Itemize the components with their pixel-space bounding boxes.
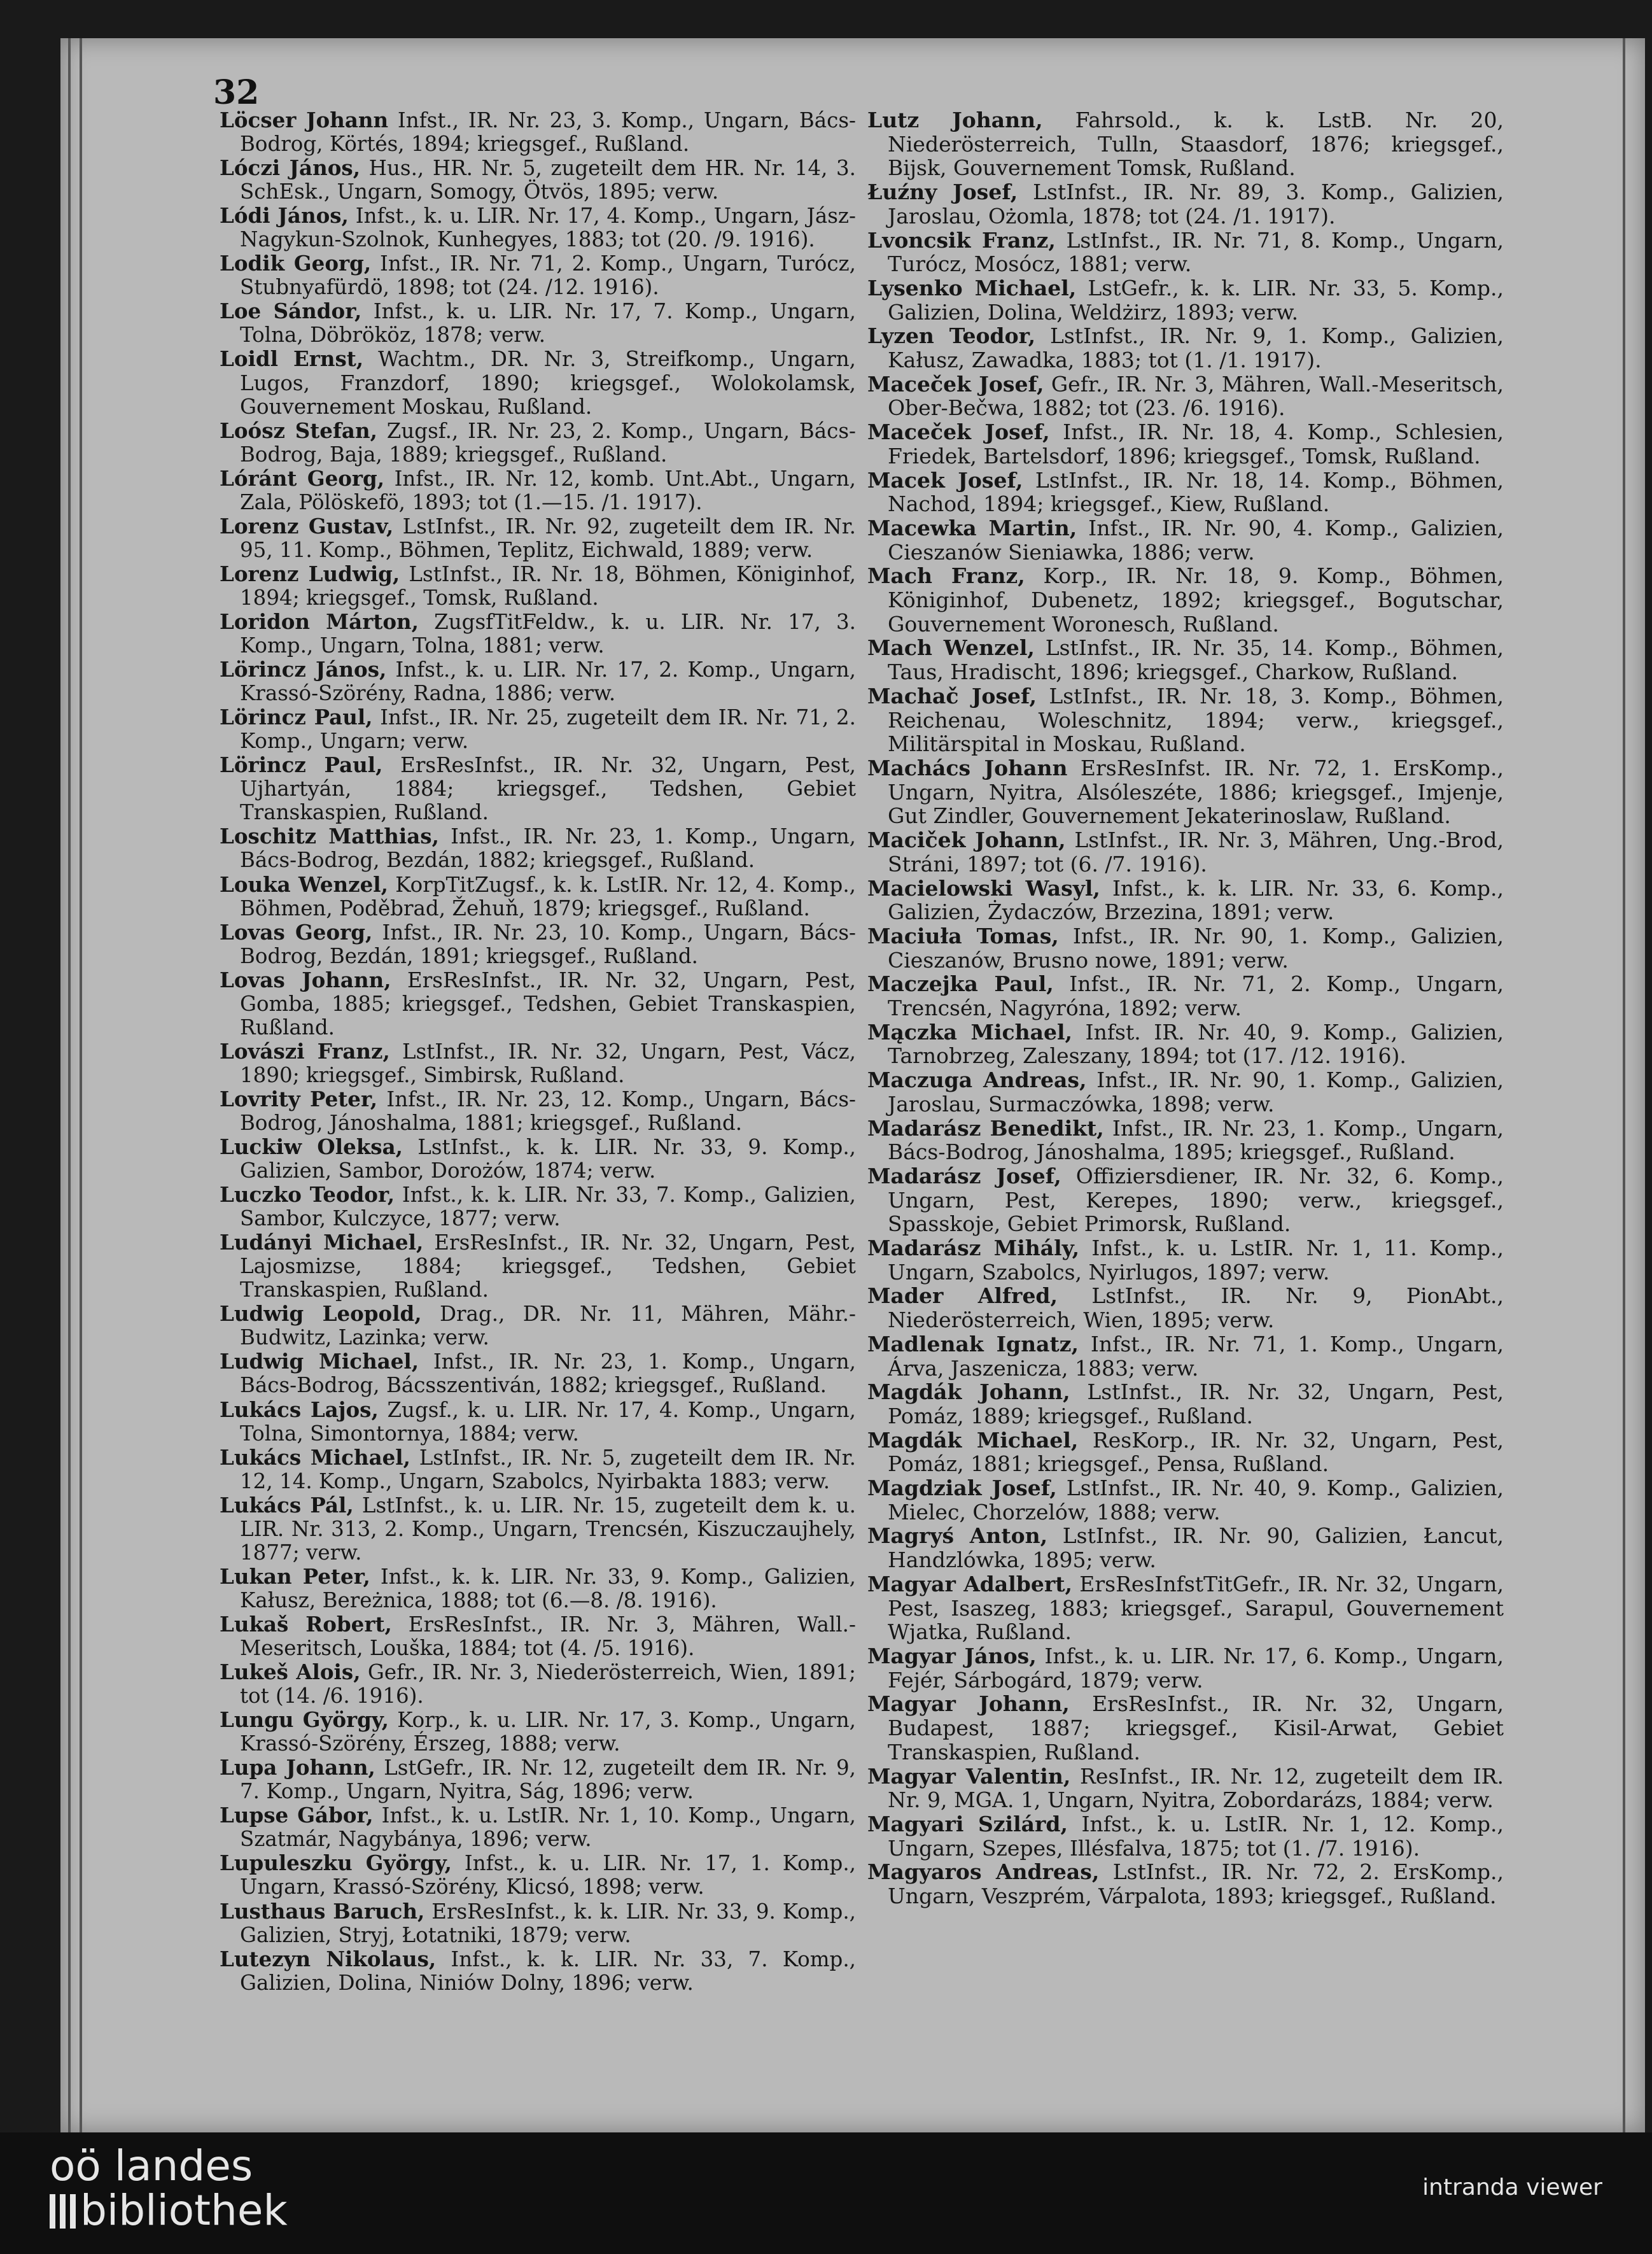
register-entry — [220, 1756, 856, 1803]
entry-name: Lörincz Paul, — [220, 752, 383, 778]
register-entry — [220, 705, 856, 753]
entry-name: Magdák Johann, — [867, 1379, 1070, 1405]
logo-bars-icon — [70, 2194, 76, 2229]
register-entry — [220, 1135, 856, 1183]
entry-name: Mach Franz, — [867, 563, 1025, 589]
entry-details: Zugsf., k. u. LIR. Nr. 17, 4. Komp., Ungarn, Tolna, Simontornya, 1884; verw. — [240, 1397, 857, 1446]
entry-name: Mączka Michael, — [867, 1019, 1073, 1045]
page-edge-line — [1623, 38, 1625, 2132]
register-entry — [867, 1164, 1504, 1236]
register-entry — [220, 251, 856, 299]
register-entry — [220, 1039, 856, 1087]
register-entry — [220, 514, 856, 562]
entry-name: Maczuga Andreas, — [867, 1067, 1087, 1093]
entry-details: ErsResInfstTitGefr., IR. Nr. 32, Ungarn, Pest, Isaszeg, 1883; kriegsgef., Sarapul, Gouvernement Wjatka, Rußland. — [888, 1571, 1504, 1645]
entry-details: Infst., k. u. LIR. Nr. 17, 4. Komp., Ungarn, Jász-Nagykun-Szolnok, Kunhegyes, 1883; tot (20. /9. 1916). — [240, 204, 856, 252]
entry-name: Loridon Márton, — [220, 609, 419, 634]
page-edge-line — [68, 38, 71, 2132]
register-entry — [867, 877, 1504, 924]
entry-details: LstInfst., IR. Nr. 89, 3. Komp., Galizien, Jaroslau, Ożomla, 1878; tot (24. /1. 1917). — [888, 180, 1504, 229]
entry-name: Madarász Josef, — [867, 1163, 1061, 1188]
library-logo[interactable] — [50, 2141, 288, 2235]
viewer-label[interactable]: intranda viewer — [1422, 2174, 1602, 2201]
entry-name: Maceček Josef, — [867, 419, 1050, 445]
entry-name: Lungu György, — [220, 1707, 389, 1733]
register-entry — [220, 1947, 856, 1995]
entry-details: Fahrsold., k. k. LstB. Nr. 20, Niederösterreich, Tulln, Staasdorf, 1876; kriegsgef., Bijsk, Gouvernement Tomsk, Rußland. — [888, 108, 1504, 181]
entry-details: Infst., IR. Nr. 90, 4. Komp., Galizien, Cieszanów Sieniawka, 1886; verw. — [888, 515, 1504, 565]
logo-line-1: oö landes — [50, 2141, 253, 2190]
register-entry — [220, 920, 856, 968]
register-entry — [867, 1692, 1504, 1764]
entry-name: Lupse Gábor, — [220, 1803, 374, 1828]
entry-details: Infst., k. k. LIR. Nr. 33, 6. Komp., Galizien, Żydaczów, Brzezina, 1891; verw. — [888, 875, 1504, 925]
entry-details: LstInfst., IR. Nr. 71, 8. Komp., Ungarn, Turócz, Mosócz, 1881; verw. — [888, 227, 1504, 277]
entry-details: Hus., HR. Nr. 5, zugeteilt dem HR. Nr. 14, 3. SchEsk., Ungarn, Somogy, Ötvös, 1895; verw. — [240, 156, 857, 204]
entry-details: Infst., k. u. LstIR. Nr. 1, 10. Komp., Ungarn, Szatmár, Nagybánya, 1896; verw. — [240, 1803, 856, 1852]
entry-name: Macielowski Wasyl, — [867, 875, 1100, 901]
register-entry — [220, 347, 856, 418]
register-entry — [220, 824, 856, 872]
entry-name: Lyzen Teodor, — [867, 323, 1036, 349]
entry-details: ErsResInfst., IR. Nr. 3, Mähren, Wall.-Meseritsch, Louška, 1884; tot (4. /5. 1916). — [240, 1612, 856, 1660]
right-column — [867, 108, 1504, 1908]
register-entry — [220, 562, 856, 610]
entry-details: LstInfst., IR. Nr. 18, Böhmen, Königinhof, 1894; kriegsgef., Tomsk, Rußland. — [240, 561, 857, 610]
entry-name: Ludányi Michael, — [220, 1230, 424, 1255]
entry-details: ZugsfTitFeldw., k. u. LIR. Nr. 17, 3. Komp., Ungarn, Tolna, 1881; verw. — [240, 609, 856, 658]
entry-name: Lupuleszku György, — [220, 1850, 452, 1876]
entry-name: Loidl Ernst, — [220, 346, 364, 372]
logo-line-2: bibliothek — [80, 2186, 288, 2235]
entry-name: Lukaš Robert, — [220, 1611, 392, 1637]
entry-name: Lovászi Franz, — [220, 1038, 390, 1064]
entry-details: LstInfst., IR. Nr. 92, zugeteilt dem IR. Nr. 95, 11. Komp., Böhmen, Teplitz, Eichwald, 1889; verw. — [240, 514, 856, 562]
logo-bars-icon — [50, 2194, 55, 2229]
entry-details: LstInfst., IR. Nr. 5, zugeteilt dem IR. Nr. 12, 14. Komp., Ungarn, Szabolcs, Nyirbakta 1883; verw. — [240, 1445, 856, 1493]
register-entry — [867, 372, 1504, 420]
register-entry — [220, 204, 856, 251]
entry-details: LstInfst., IR. Nr. 9, PionAbt., Niederösterreich, Wien, 1895; verw. — [888, 1283, 1504, 1333]
entry-details: LstInfst., IR. Nr. 32, Ungarn, Pest, Vácz, 1890; kriegsgef., Simbirsk, Rußland. — [240, 1039, 856, 1087]
register-entry — [867, 1236, 1504, 1284]
entry-details: ErsResInfst., IR. Nr. 32, Ungarn, Pest, Lajosmizse, 1884; kriegsgef., Tedshen, Gebiet Transkaspien, Rußland. — [240, 1230, 857, 1302]
entry-name: Lysenko Michael, — [867, 275, 1077, 300]
entry-name: Maciuła Tomas, — [867, 923, 1059, 948]
register-entry — [867, 1572, 1504, 1644]
register-entry — [867, 180, 1504, 228]
entry-name: Magyar Valentin, — [867, 1763, 1071, 1789]
register-entry — [867, 1020, 1504, 1068]
entry-details: Infst., k. u. LstIR. Nr. 1, 11. Komp., Ungarn, Szabolcs, Nyirlugos, 1897; verw. — [888, 1236, 1504, 1285]
entry-details: Infst. IR. Nr. 40, 9. Komp., Galizien, Tarnobrzeg, Zaleszany, 1894; tot (17. /12. 1916). — [888, 1019, 1504, 1069]
entry-details: ErsResInfst. IR. Nr. 72, 1. ErsKomp., Ungarn, Nyitra, Alsóleszéte, 1886; kriegsgef., Imjenje, Gut Zindler, Gouvernement Jekaterinoslaw, Rußland. — [888, 755, 1504, 829]
register-entry — [867, 1860, 1504, 1908]
entry-details: Gefr., IR. Nr. 3, Niederösterreich, Wien, 1891; tot (14. /6. 1916). — [240, 1660, 856, 1708]
entry-name: Lukács Michael, — [220, 1444, 410, 1470]
entry-details: Infst., IR. Nr. 23, 3. Komp., Ungarn, Bács-Bodrog, Körtés, 1894; kriegsgef., Rußland. — [240, 108, 856, 157]
entry-name: Lupa Johann, — [220, 1755, 375, 1780]
entry-name: Magdák Michael, — [867, 1427, 1079, 1453]
entry-name: Ludwig Leopold, — [220, 1301, 422, 1327]
register-entry — [220, 1087, 856, 1135]
left-column — [220, 108, 856, 1995]
register-entry — [220, 1851, 856, 1899]
entry-details: Infst., IR. Nr. 23, 12. Komp., Ungarn, Bács-Bodrog, Jánoshalma, 1881; kriegsgef., Rußland. — [240, 1087, 856, 1135]
register-entry — [867, 324, 1504, 372]
entry-details: LstInfst., k. k. LIR. Nr. 33, 9. Komp., Galizien, Sambor, Dorożów, 1874; verw. — [240, 1135, 857, 1183]
entry-name: Loósz Stefan, — [220, 418, 377, 443]
register-entry — [220, 1899, 856, 1947]
register-entry — [220, 873, 856, 920]
entry-details: Offiziersdiener, IR. Nr. 32, 6. Komp., Ungarn, Pest, Kerepes, 1890; verw., kriegsgef., Spasskoje, Gebiet Primorsk, Rußland. — [888, 1163, 1504, 1237]
register-entry — [220, 658, 856, 705]
entry-details: Infst., IR. Nr. 23, 1. Komp., Ungarn, Bács-Bodrog, Jánoshalma, 1895; kriegsgef., Rußland. — [888, 1115, 1504, 1165]
entry-name: Madlenak Ignatz, — [867, 1331, 1079, 1356]
register-entry — [220, 968, 856, 1039]
register-entry — [220, 299, 856, 347]
register-entry — [867, 1116, 1504, 1164]
register-entry — [220, 1302, 856, 1349]
entry-details: Infst., k. k. LIR. Nr. 33, 7. Komp., Galizien, Sambor, Kulczyce, 1877; verw. — [240, 1183, 856, 1231]
register-entry — [220, 156, 856, 204]
register-entry — [220, 1612, 856, 1660]
entry-name: Maciček Johann, — [867, 828, 1066, 853]
entry-details: KorpTitZugsf., k. k. LstIR. Nr. 12, 4. Komp., Böhmen, Poděbrad, Žehuň, 1879; kriegsgef., Rußland. — [240, 872, 856, 920]
entry-name: Lutezyn Nikolaus, — [220, 1946, 437, 1971]
entry-name: Loe Sándor, — [220, 299, 362, 324]
register-entry — [220, 1398, 856, 1446]
entry-details: Infst., k. u. LIR. Nr. 17, 1. Komp., Ungarn, Krassó-Szörény, Klicsó, 1898; verw. — [240, 1851, 856, 1899]
entry-name: Lörincz János, — [220, 657, 387, 682]
entry-name: Luczko Teodor, — [220, 1182, 395, 1208]
entry-details: ErsResInfst., k. k. LIR. Nr. 33, 9. Komp., Galizien, Stryj, Łotatniki, 1879; verw. — [240, 1899, 857, 1947]
logo-bars-icon — [60, 2194, 66, 2229]
entry-details: ErsResInfst., IR. Nr. 32, Ungarn, Pest, Gomba, 1885; kriegsgef., Tedshen, Gebiet Transkaspien, Rußland. — [240, 968, 856, 1039]
entry-details: Infst., IR. Nr. 25, zugeteilt dem IR. Nr. 71, 2. Komp., Ungarn; verw. — [240, 705, 856, 754]
entry-name: Lukács Lajos, — [220, 1397, 379, 1422]
entry-details: ResKorp., IR. Nr. 32, Ungarn, Pest, Pomáz, 1881; kriegsgef., Pensa, Rußland. — [888, 1427, 1504, 1477]
entry-details: LstInfst., IR. Nr. 90, Galizien, Łancut, Handzlówka, 1895; verw. — [888, 1523, 1504, 1573]
entry-name: Lukeš Alois, — [220, 1659, 361, 1685]
entry-name: Machač Josef, — [867, 683, 1037, 708]
entry-details: Gefr., IR. Nr. 3, Mähren, Wall.-Meseritsch, Ober-Bečwa, 1882; tot (23. /6. 1916). — [888, 371, 1504, 421]
entry-name: Lvoncsik Franz, — [867, 227, 1056, 253]
register-entry — [867, 420, 1504, 468]
page-edge-line — [80, 38, 82, 2132]
register-entry — [220, 467, 856, 514]
entry-name: Lovrity Peter, — [220, 1086, 378, 1111]
register-entry — [220, 1708, 856, 1756]
entry-details: Infst., k. u. LstIR. Nr. 1, 12. Komp., Ungarn, Szepes, Illésfalva, 1875; tot (1. /7. 1916). — [888, 1811, 1504, 1861]
entry-details: Infst., k. u. LIR. Nr. 17, 6. Komp., Ungarn, Fejér, Sárbogárd, 1879; verw. — [888, 1644, 1504, 1693]
entry-details: ErsResInfst., IR. Nr. 32, Ungarn, Pest, Ujhartyán, 1884; kriegsgef., Tedshen, Gebiet Transkaspien, Rußland. — [240, 753, 856, 825]
register-entry — [220, 419, 856, 467]
register-entry — [867, 229, 1504, 276]
register-entry — [867, 1428, 1504, 1476]
register-entry — [867, 1812, 1504, 1860]
entry-details: Drag., DR. Nr. 11, Mähren, Mähr.-Budwitz, Lazinka; verw. — [240, 1302, 857, 1350]
entry-name: Löcser Johann — [220, 108, 389, 132]
entry-name: Magyaros Andreas, — [867, 1859, 1100, 1885]
entry-name: Lukan Peter, — [220, 1563, 370, 1589]
entry-name: Lóczi János, — [220, 155, 361, 181]
register-entry — [867, 1644, 1504, 1692]
entry-details: Infst., IR. Nr. 23, 1. Komp., Ungarn, Bács-Bodrog, Bácsszentiván, 1882; kriegsgef., Rußland. — [240, 1349, 856, 1398]
register-entry — [867, 1524, 1504, 1572]
entry-name: Macek Josef, — [867, 467, 1023, 493]
register-entry — [220, 1803, 856, 1851]
entry-name: Macewka Martin, — [867, 515, 1077, 540]
register-entry — [867, 828, 1504, 876]
scanned-page — [60, 38, 1645, 2132]
entry-details: Infst., k. u. LIR. Nr. 17, 7. Komp., Ungarn, Tolna, Döbrököz, 1878; verw. — [240, 299, 857, 348]
entry-details: LstInfst., IR. Nr. 72, 2. ErsKomp., Ungarn, Veszprém, Várpalota, 1893; kriegsgef., Rußland. — [888, 1859, 1504, 1909]
register-entry — [867, 1764, 1504, 1812]
entry-name: Lódi János, — [220, 203, 349, 229]
register-entry — [867, 108, 1504, 180]
entry-name: Lörincz Paul, — [220, 705, 373, 730]
entry-name: Lovas Johann, — [220, 967, 391, 992]
entry-name: Lusthaus Baruch, — [220, 1898, 425, 1924]
entry-name: Lovas Georg, — [220, 919, 373, 945]
entry-details: LstInfst., IR. Nr. 18, 3. Komp., Böhmen, Reichenau, Woleschnitz, 1894; verw., kriegsgef., Militärspital in Moskau, Rußland. — [888, 683, 1504, 757]
entry-name: Łuźny Josef, — [867, 180, 1018, 205]
entry-details: LstInfst., IR. Nr. 35, 14. Komp., Böhmen, Taus, Hradischt, 1896; kriegsgef., Charkow, Rußland. — [888, 635, 1504, 685]
entry-name: Lóránt Georg, — [220, 465, 385, 491]
entry-name: Magyari Szilárd, — [867, 1811, 1068, 1836]
entry-name: Maceček Josef, — [867, 371, 1044, 397]
entry-name: Lorenz Ludwig, — [220, 561, 400, 586]
entry-name: Mader Alfred, — [867, 1283, 1058, 1309]
entry-name: Magryś Anton, — [867, 1523, 1048, 1549]
entry-details: Infst., IR. Nr. 18, 4. Komp., Schlesien, Friedek, Bartelsdorf, 1896; kriegsgef., Tomsk, Rußland. — [888, 419, 1504, 468]
page-number: 32 — [213, 73, 260, 112]
register-entry — [220, 1183, 856, 1230]
register-entry — [867, 1476, 1504, 1524]
register-entry — [867, 684, 1504, 756]
register-entry — [867, 1284, 1504, 1332]
register-entry — [867, 276, 1504, 324]
entry-details: LstGefr., IR. Nr. 12, zugeteilt dem IR. Nr. 9, 7. Komp., Ungarn, Nyitra, Ság, 1896; verw. — [240, 1756, 856, 1804]
entry-details: Infst., IR. Nr. 71, 2. Komp., Ungarn, Turócz, Stubnyafürdö, 1898; tot (24. /12. 1916). — [240, 251, 856, 300]
entry-name: Ludwig Michael, — [220, 1349, 419, 1374]
register-entry — [220, 1230, 856, 1302]
register-entry — [220, 108, 856, 156]
register-entry — [220, 1349, 856, 1397]
register-entry — [867, 756, 1504, 828]
entry-details: Korp., IR. Nr. 18, 9. Komp., Böhmen, Königinhof, Dubenetz, 1892; kriegsgef., Bogutschar, Gouvernement Woronesch, Rußland. — [888, 563, 1504, 637]
entry-name: Luckiw Oleksa, — [220, 1134, 403, 1160]
entry-name: Magdziak Josef, — [867, 1476, 1057, 1501]
register-entry — [867, 924, 1504, 972]
entry-details: LstInfst., IR. Nr. 9, 1. Komp., Galizien, Kałusz, Zawadka, 1883; tot (1. /1. 1917). — [888, 323, 1504, 373]
entry-name: Louka Wenzel, — [220, 871, 388, 897]
entry-details: ErsResInfst., IR. Nr. 32, Ungarn, Budapest, 1887; kriegsgef., Kisil-Arwat, Gebiet Transkaspien, Rußland. — [888, 1691, 1504, 1764]
entry-details: Infst., k. k. LIR. Nr. 33, 7. Komp., Galizien, Dolina, Niniów Dolny, 1896; verw. — [240, 1947, 856, 1995]
entry-name: Lorenz Gustav, — [220, 513, 394, 539]
entry-details: LstInfst., IR. Nr. 3, Mähren, Ung.-Brod, Stráni, 1897; tot (6. /7. 1916). — [888, 828, 1504, 877]
register-entry — [867, 972, 1504, 1020]
entry-name: Machács Johann — [867, 755, 1068, 780]
entry-details: Infst., IR. Nr. 12, komb. Unt.Abt., Ungarn, Zala, Pölöskefö, 1893; tot (1.—15. /1. 1917). — [240, 466, 856, 514]
register-entry — [867, 516, 1504, 564]
entry-details: ResInfst., IR. Nr. 12, zugeteilt dem IR. Nr. 9, MGA. 1, Ungarn, Nyitra, Zobordarázs, 1884; verw. — [888, 1763, 1504, 1813]
entry-details: Zugsf., IR. Nr. 23, 2. Komp., Ungarn, Bács-Bodrog, Baja, 1889; kriegsgef., Rußland. — [240, 418, 856, 467]
entry-details: Wachtm., DR. Nr. 3, Streifkomp., Ungarn, Lugos, Franzdorf, 1890; kriegsgef., Wolokolamsk, Gouvernement Moskau, Rußland. — [240, 347, 856, 419]
entry-details: Korp., k. u. LIR. Nr. 17, 3. Komp., Ungarn, Krassó-Szörény, Érszeg, 1888; verw. — [240, 1708, 856, 1756]
register-entry — [220, 610, 856, 658]
entry-name: Mach Wenzel, — [867, 635, 1035, 661]
entry-name: Magyar Adalbert, — [867, 1571, 1072, 1596]
entry-name: Loschitz Matthias, — [220, 824, 439, 849]
register-entry — [220, 753, 856, 824]
entry-name: Magyar Johann, — [867, 1691, 1070, 1717]
entry-details: Infst., IR. Nr. 71, 1. Komp., Ungarn, Árva, Jaszenicza, 1883; verw. — [888, 1331, 1504, 1381]
register-entry — [867, 468, 1504, 516]
entry-details: LstInfst., k. u. LIR. Nr. 15, zugeteilt dem k. u. LIR. Nr. 313, 2. Komp., Ungarn, Trencsén, Kiszuczaujhely, 1877; verw. — [240, 1493, 856, 1565]
entry-details: LstInfst., IR. Nr. 18, 14. Komp., Böhmen, Nachod, 1894; kriegsgef., Kiew, Rußland. — [888, 467, 1504, 517]
entry-details: Infst., IR. Nr. 23, 1. Komp., Ungarn, Bács-Bodrog, Bezdán, 1882; kriegsgef., Rußland. — [240, 824, 857, 873]
entry-details: LstInfst., IR. Nr. 32, Ungarn, Pest, Pomáz, 1889; kriegsgef., Rußland. — [888, 1379, 1504, 1428]
register-entry — [220, 1493, 856, 1565]
entry-details: Infst., IR. Nr. 23, 10. Komp., Ungarn, Bács-Bodrog, Bezdán, 1891; kriegsgef., Rußland. — [240, 920, 856, 968]
entry-details: Infst., IR. Nr. 90, 1. Komp., Galizien, Cieszanów, Brusno nowe, 1891; verw. — [888, 923, 1504, 973]
entry-name: Lukács Pál, — [220, 1492, 354, 1518]
entry-details: Infst., IR. Nr. 71, 2. Komp., Ungarn, Trencsén, Nagyróna, 1892; verw. — [888, 971, 1504, 1021]
entry-name: Magyar János, — [867, 1644, 1037, 1668]
register-entry — [867, 1380, 1504, 1428]
entry-name: Maczejka Paul, — [867, 971, 1054, 997]
entry-details: LstGefr., k. k. LIR. Nr. 33, 5. Komp., Galizien, Dolina, Weldżirz, 1893; verw. — [888, 275, 1504, 325]
entry-details: Infst., IR. Nr. 90, 1. Komp., Galizien, Jaroslau, Surmaczówka, 1898; verw. — [888, 1067, 1504, 1116]
register-entry — [220, 1446, 856, 1493]
entry-details: Infst., k. u. LIR. Nr. 17, 2. Komp., Ungarn, Krassó-Szörény, Radna, 1886; verw. — [240, 658, 857, 706]
register-entry — [220, 1565, 856, 1612]
register-entry — [220, 1660, 856, 1708]
viewer-footer — [0, 2132, 1652, 2254]
entry-name: Lutz Johann, — [867, 108, 1043, 132]
entry-details: LstInfst., IR. Nr. 40, 9. Komp., Galizien, Mielec, Chorzelów, 1888; verw. — [888, 1476, 1504, 1525]
register-entry — [867, 564, 1504, 636]
register-entry — [867, 636, 1504, 684]
register-entry — [867, 1068, 1504, 1116]
entry-details: Infst., k. k. LIR. Nr. 33, 9. Komp., Galizien, Kałusz, Bereżnica, 1888; tot (6.—8. /8. 1916). — [240, 1564, 856, 1612]
register-entry — [867, 1332, 1504, 1380]
entry-name: Lodik Georg, — [220, 251, 372, 276]
entry-name: Madarász Benedikt, — [867, 1115, 1104, 1141]
entry-name: Madarász Mihály, — [867, 1236, 1080, 1261]
